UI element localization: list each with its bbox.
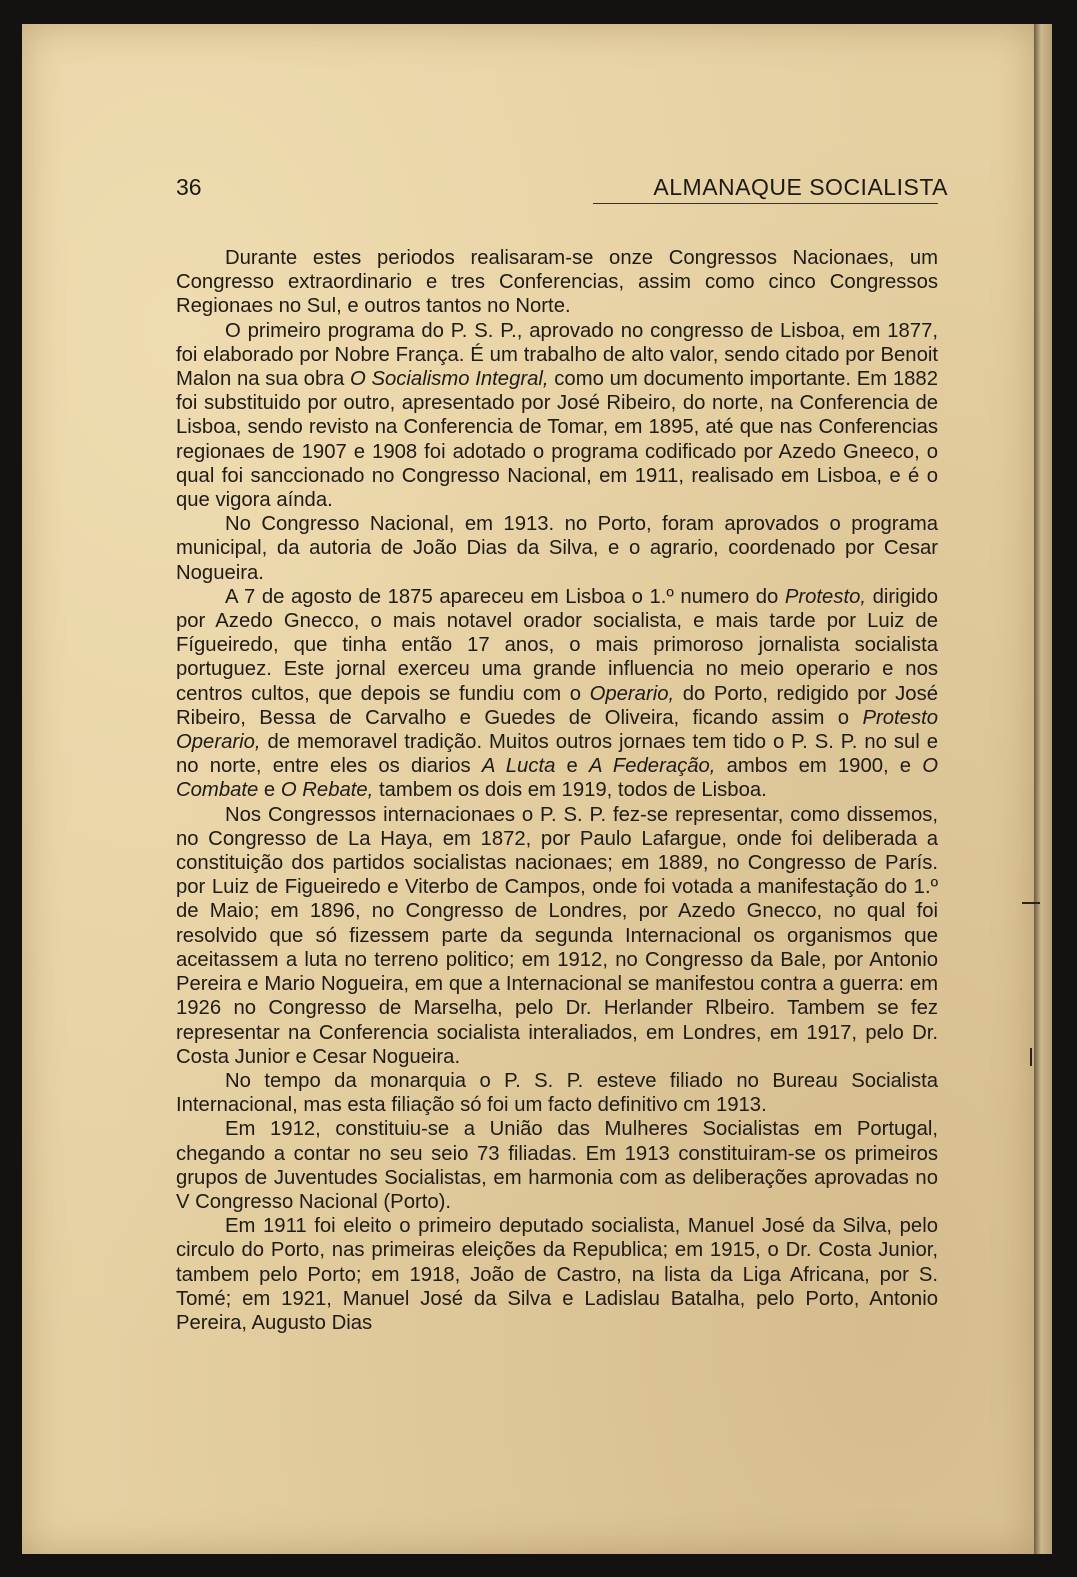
text-run: Durante estes periodos realisaram-se onze Congressos Nacionaes, um Congresso extraordinario e tres Conferencias, assim como cinco Congressos Regionaes no Sul, e outros tantos no Norte. bbox=[176, 247, 938, 318]
text-run: No tempo da monarquia o P. S. P. esteve filiado no Bureau Socialista Internacional, mas esta filiação só foi um facto definitivo cm 1913. bbox=[176, 1069, 938, 1117]
text-run: de memoravel tradição. Muitos outros jornaes tem tido o P. S. P. no sul e no norte, entre eles os diarios bbox=[176, 731, 938, 778]
text-run: No Congresso Nacional, em 1913. no Porto, foram aprovados o programa municipal, da autoria de João Dias da Silva, e o agrario, coordenado por Cesar Nogueira. bbox=[176, 513, 938, 584]
paragraph bbox=[176, 803, 938, 1069]
paragraph bbox=[176, 1117, 938, 1214]
text-run: Nos Congressos internacionaes o P. S. P. fez-se representar, como dissemos, no Congresso de La Haya, em 1872, por Paulo Lafargue, onde foi deliberada a constituição dos partidos socialistas nacionaes; em 1889, no Congresso de París. por Luiz de Figueiredo e Viterbo de Campos, onde foi votada a manifestação do 1.º de Maio; em 1896, no Congresso de Londres, por Azedo Gnecco, no qual foi resolvido que só fizessem parte da segunda Internacional os organismos que aceitassem a luta no terreno politico; em 1912, no Congresso da Bale, por Antonio Pereira e Mario Nogueira, em que a Internacional se manifestou contra a guerra: em 1926 no Congresso de Marselha, pelo Dr. Herlander Rlbeiro. Tambem se fez representar na Conferencia socialista interaliados, em Londres, em 1917, pelo Dr. Costa Junior e Cesar Nogueira. bbox=[176, 803, 938, 1068]
edge-mark bbox=[1022, 902, 1040, 904]
italic-title: Operario, bbox=[589, 682, 675, 705]
text-run: como um documento importante. Em 1882 foi substituido por outro, apresentado por José Ribeiro, do norte, na Conferencia de Lisboa, sendo revisto na Conferencia de Tomar, em 1895, até que nas Conferencias regionaes de 1907 e 1908 foi adotado o programa codificado por Azedo Gneeco, o qual foi sanccionado no Congresso Nacional, em 1911, realisado em Lisboa, e é o que vigora aínda. bbox=[176, 368, 938, 512]
italic-title: O Combate bbox=[176, 755, 938, 802]
italic-title: Protesto Operario, bbox=[176, 706, 938, 754]
text-run: ambos em 1900, e bbox=[715, 755, 923, 778]
article-body bbox=[176, 246, 938, 1335]
italic-title: O Socialismo Integral, bbox=[349, 368, 549, 391]
text-run: Em 1912, constituiu-se a União das Mulheres Socialistas em Portugal, chegando a contar no seu seio 73 filiadas. Em 1913 constituiram-se os primeiros grupos de Juventudes Socialistas, em harmonia com as deliberações aprovadas no V Congresso Nacional (Porto). bbox=[176, 1118, 938, 1213]
text-run: e bbox=[555, 755, 589, 778]
italic-title: A Federação, bbox=[588, 755, 716, 778]
text-run: e bbox=[258, 779, 281, 802]
italic-title: Protesto, bbox=[784, 585, 867, 608]
header-rule bbox=[593, 203, 938, 204]
page-number: 36 bbox=[176, 174, 202, 200]
edge-mark bbox=[1030, 1048, 1032, 1066]
text-run: O primeiro programa do P. S. P., aprovado no congresso de Lisboa, em 1877, foi elaborado por Nobre França. É um trabalho de alto valor, sendo citado por Benoit Malon na sua obra bbox=[176, 319, 938, 391]
text-run: do Porto, redigido por José Ribeiro, Bessa de Carvalho e Guedes de Oliveira, ficando assim o bbox=[176, 682, 938, 729]
paragraph bbox=[176, 246, 938, 319]
text-run: Em 1911 foi eleito o primeiro deputado socialista, Manuel José da Silva, pelo circulo do Porto, nas primeiras eleições da Republica; em 1915, o Dr. Costa Junior, tambem pelo Porto; em 1918, João de Castro, na lista da Liga Africana, por S. Tomé; em 1921, Manuel José da Silva e Ladislau Batalha, pelo Porto, Antonio Pereira, Augusto Dias bbox=[176, 1215, 938, 1334]
paragraph bbox=[176, 319, 938, 513]
paragraph bbox=[176, 512, 938, 585]
paragraph bbox=[176, 1214, 938, 1335]
text-run: tambem os dois em 1919, todos de Lisboa. bbox=[373, 779, 767, 802]
running-title: ALMANAQUE SOCIALISTA bbox=[653, 174, 948, 200]
italic-title: O Rebate, bbox=[280, 779, 374, 802]
text-run: A 7 de agosto de 1875 apareceu em Lisboa o 1.º numero do bbox=[225, 585, 785, 608]
page-header bbox=[176, 174, 948, 206]
page-fold-edge bbox=[1034, 24, 1052, 1554]
text-run: dirigido por Azedo Gnecco, o mais notavel orador socialista, e mais tarde por Luiz de Fígueiredo, que tinha então 17 anos, o mais primoroso jornalista socialista portuguez. Este jornal exerceu uma grande influencia no meio operario e nos centros cultos, que depois se fundiu com o bbox=[176, 585, 938, 705]
paragraph bbox=[176, 1069, 938, 1117]
italic-title: A Lucta bbox=[481, 755, 556, 778]
paragraph bbox=[176, 585, 938, 803]
